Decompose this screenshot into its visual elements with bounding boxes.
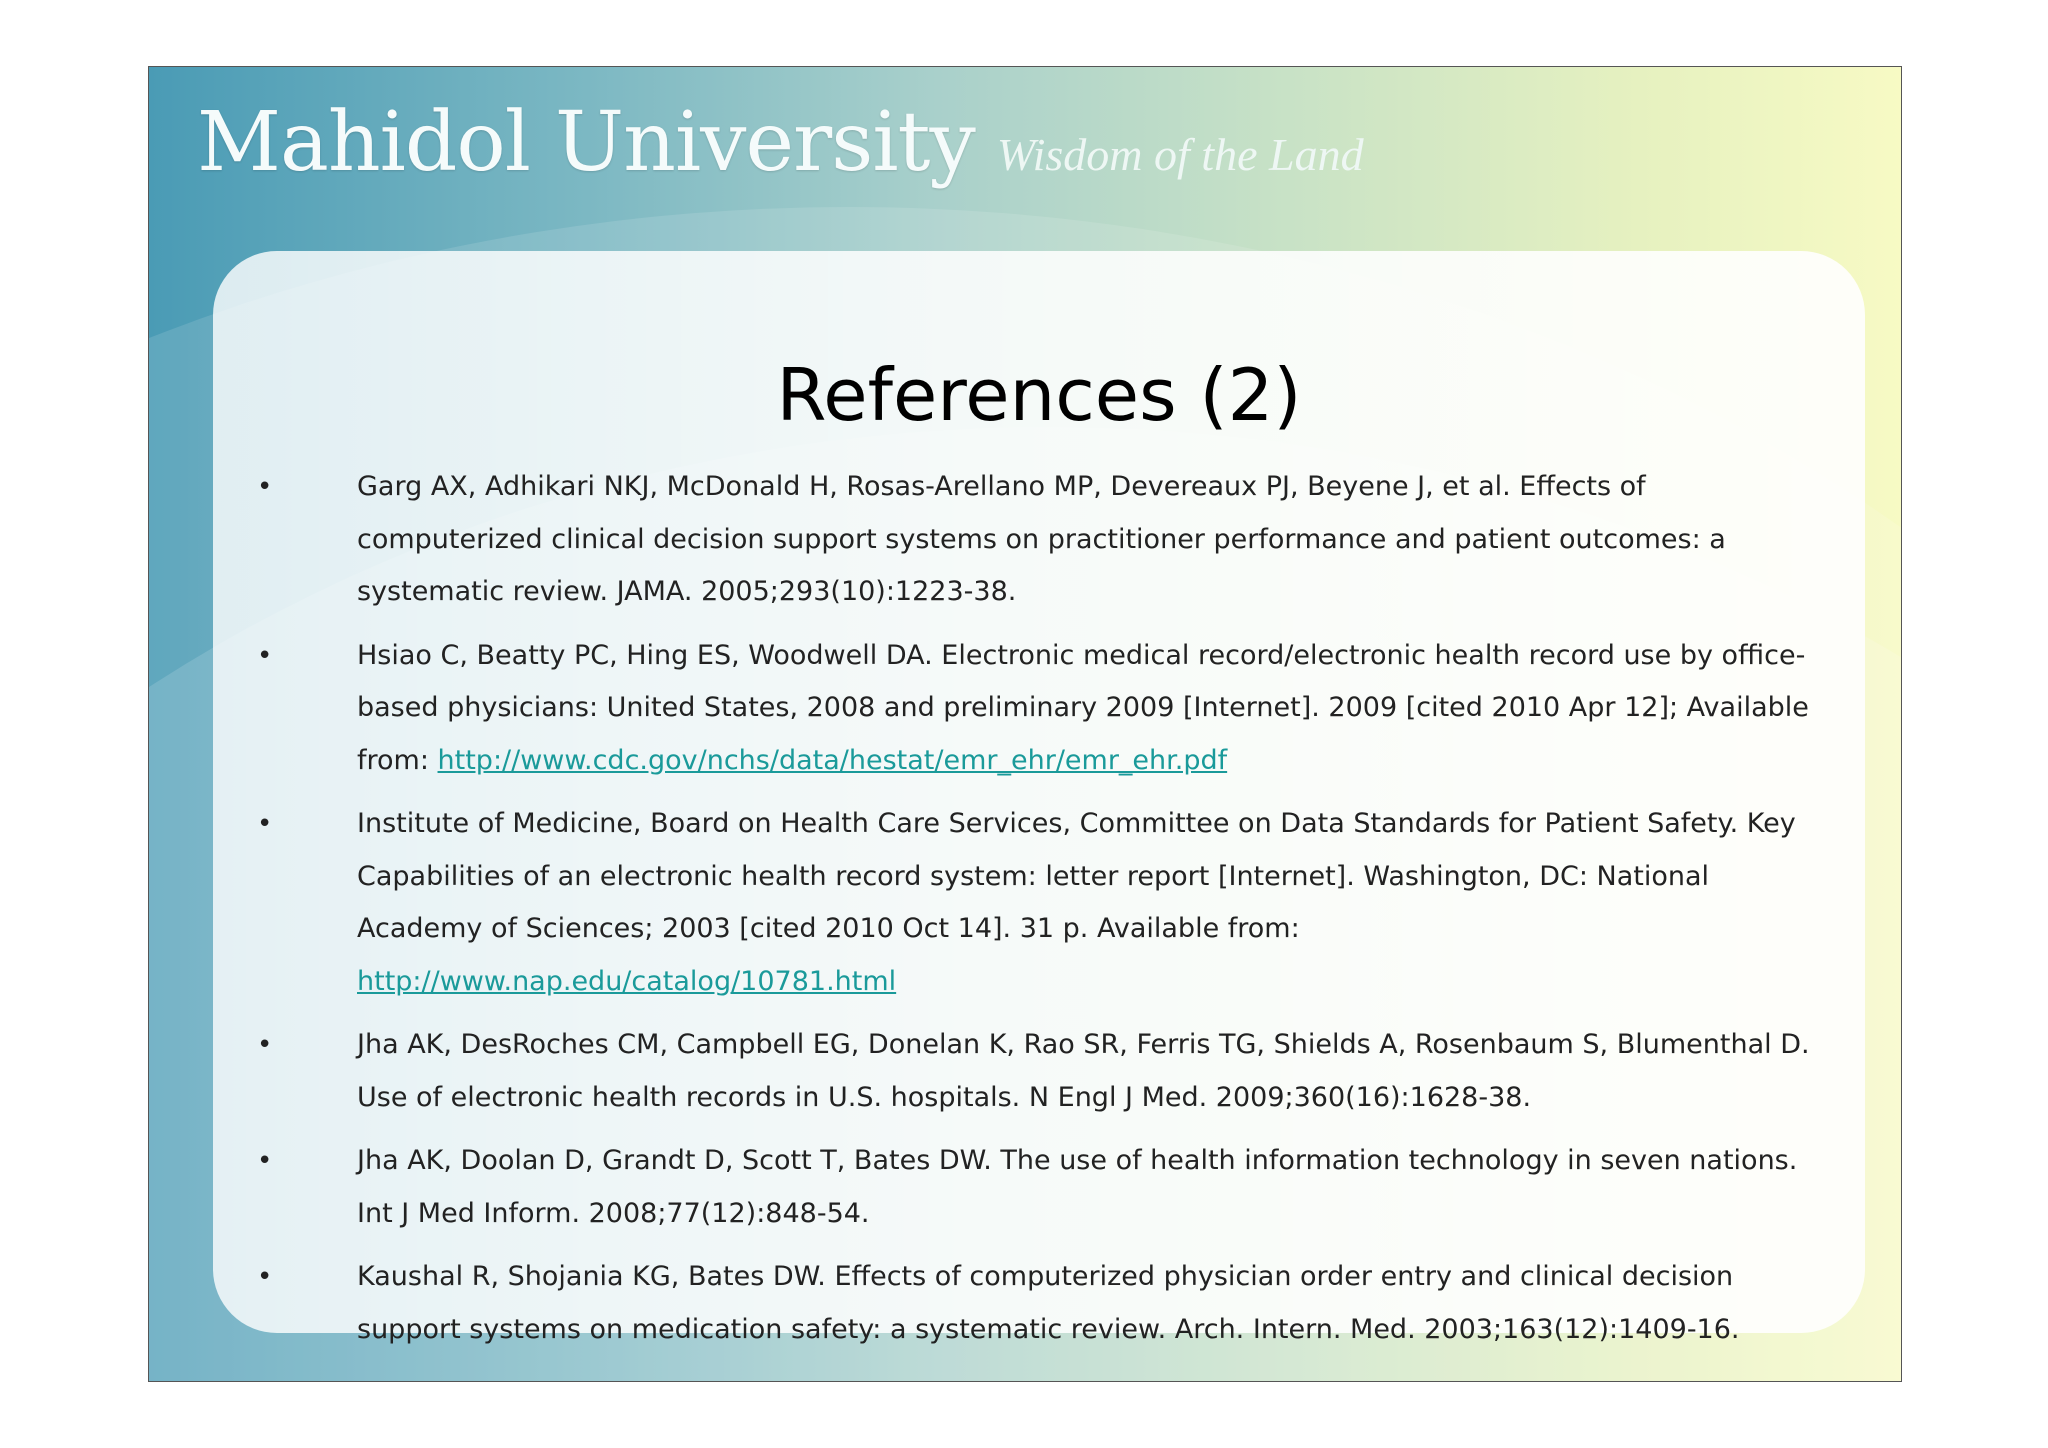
bullet-icon: • <box>257 472 273 502</box>
bullet-icon: • <box>257 809 273 839</box>
brand-tagline: Wisdom of the Land <box>996 129 1364 180</box>
reference-item <box>253 1251 1823 1356</box>
reference-item <box>253 461 1823 619</box>
reference-text: Garg AX, Adhikari NKJ, McDonald H, Rosas-Arellano MP, Devereaux PJ, Beyene J, et al. Effects of computerized clinical decision support systems on practitioner performance and patient outcomes: a systematic review. JAMA. 2005;293(10):1223-38. <box>357 471 1726 607</box>
bullet-icon: • <box>257 1146 273 1176</box>
bullet-icon: • <box>257 640 273 671</box>
reference-item <box>253 630 1823 788</box>
bullet-icon: • <box>257 1262 273 1292</box>
slide-title: References (2) <box>776 353 1302 437</box>
bullet-icon: • <box>257 1030 273 1060</box>
reference-link[interactable]: http://www.nap.edu/catalog/10781.html <box>357 965 897 997</box>
content-panel <box>213 251 1865 1345</box>
reference-item <box>253 1135 1823 1240</box>
reference-text: Institute of Medicine, Board on Health Care Services, Committee on Data Standards for Patient Safety. Key Capabilities of an electronic health record system: letter report [Internet]. Washington, DC: National Academy of Sciences; 2003 [cited 2010 Oct 14]. 31 p. Available from: <box>357 808 1796 944</box>
reference-list <box>253 461 1823 1367</box>
reference-text: Kaushal R, Shojania KG, Bates DW. Effects of computerized physician order entry and clinical decision support systems on medication safety: a systematic review. Arch. Intern. Med. 2003;163(12):1409-16. <box>357 1261 1740 1345</box>
reference-text: Jha AK, Doolan D, Grandt D, Scott T, Bates DW. The use of health information technology in seven nations. Int J Med Inform. 2008;77(12):848-54. <box>357 1145 1798 1229</box>
reference-item <box>253 1019 1823 1124</box>
brand-name: Mahidol University <box>197 95 975 190</box>
slide <box>148 66 1902 1382</box>
reference-item <box>253 798 1823 1008</box>
reference-text: Jha AK, DesRoches CM, Campbell EG, Donelan K, Rao SR, Ferris TG, Shields A, Rosenbaum S, Blumenthal D. Use of electronic health records in U.S. hospitals. N Engl J Med. 2009;360(16):1628-38. <box>357 1029 1810 1113</box>
reference-link[interactable]: http://www.cdc.gov/nchs/data/hestat/emr_ehr/emr_ehr.pdf <box>437 744 1228 776</box>
reference-text: Hsiao C, Beatty PC, Hing ES, Woodwell DA. Electronic medical record/electronic health record use by office-based physicians: United States, 2008 and preliminary 2009 [Internet]. 2009 [cited 2010 Apr 12]; Available from: <box>357 639 1809 776</box>
university-logo <box>197 95 1364 190</box>
